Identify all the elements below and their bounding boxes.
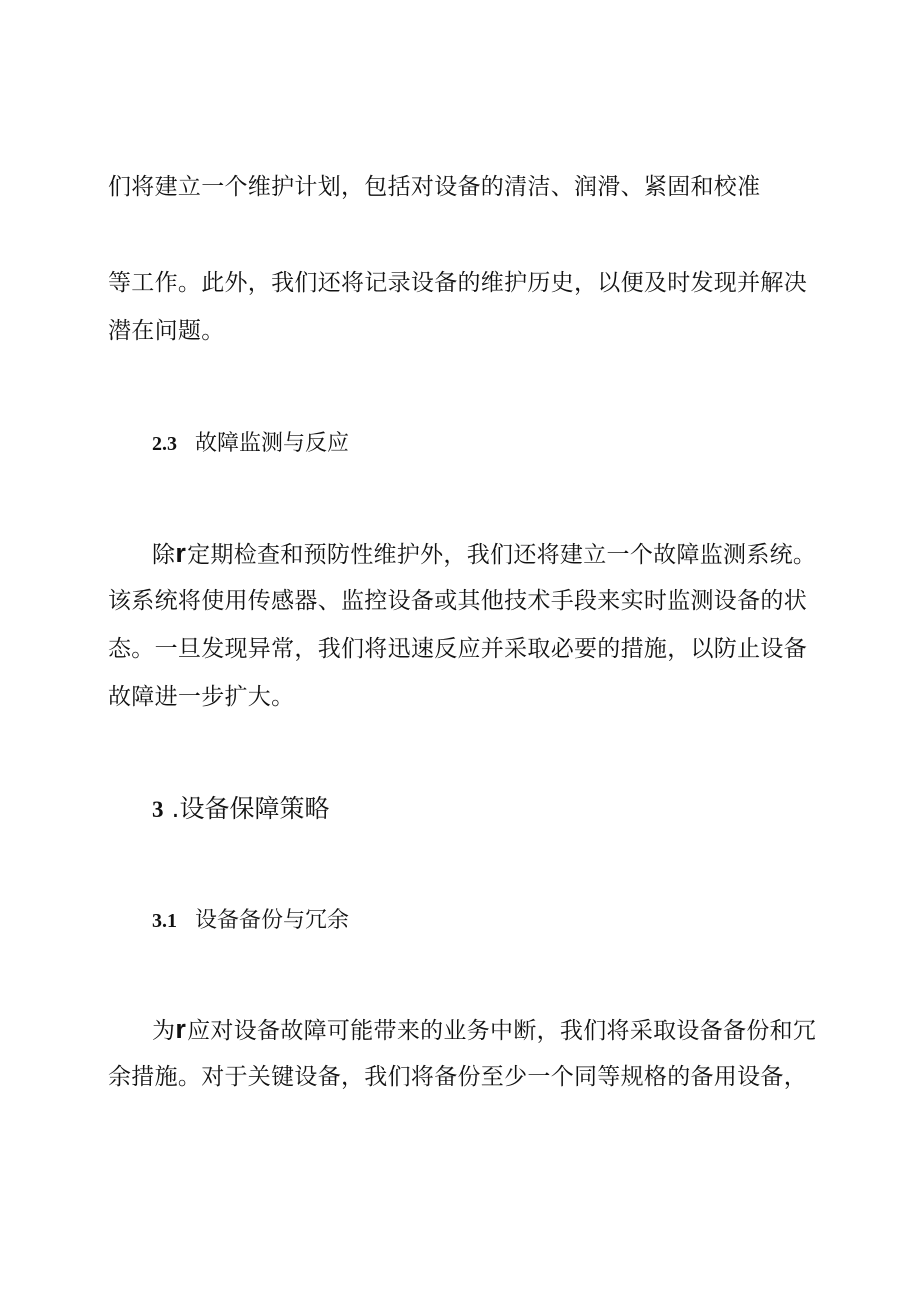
paragraph-lead-char: 除 xyxy=(152,542,176,568)
section-title: .设备保障策略 xyxy=(171,794,330,823)
paragraph-line xyxy=(152,1014,816,1046)
section-title: 故障监测与反应 xyxy=(195,431,350,456)
paragraph-line: 潜在问题。 xyxy=(108,318,225,344)
paragraph-line: 们将建立一个维护计划，包括对设备的清洁、润滑、紧固和校准 xyxy=(108,174,761,200)
paragraph-line: 该系统将使用传感器、监控设备或其他技术手段来实时监测设备的状 xyxy=(108,588,807,614)
paragraph-lead-char: 为 xyxy=(152,1018,176,1044)
section-title: 设备备份与冗余 xyxy=(195,908,350,933)
stray-glyph: r xyxy=(175,538,187,568)
section-number: 3 xyxy=(152,797,164,822)
section-heading-2-3 xyxy=(152,429,349,459)
paragraph-line: 余措施。对于关键设备，我们将备份至少一个同等规格的备用设备， xyxy=(108,1064,807,1090)
section-heading-3-1 xyxy=(152,906,349,936)
section-heading-3 xyxy=(152,794,329,825)
section-number: 3.1 xyxy=(152,910,177,932)
section-number: 2.3 xyxy=(152,433,177,455)
paragraph-line: 等工作。此外，我们还将记录设备的维护历史，以便及时发现并解决 xyxy=(108,270,807,296)
paragraph-text: 应对设备故障可能带来的业务中断，我们将采取设备备份和冗 xyxy=(187,1018,817,1044)
paragraph-text: 定期检查和预防性维护外，我们还将建立一个故障监测系统。 xyxy=(187,542,817,568)
paragraph-line: 态。一旦发现异常，我们将迅速反应并采取必要的措施，以防止设备 xyxy=(108,636,807,662)
paragraph-line: 故障进一步扩大。 xyxy=(108,684,295,710)
stray-glyph: r xyxy=(175,1014,187,1044)
paragraph-line xyxy=(152,538,816,570)
